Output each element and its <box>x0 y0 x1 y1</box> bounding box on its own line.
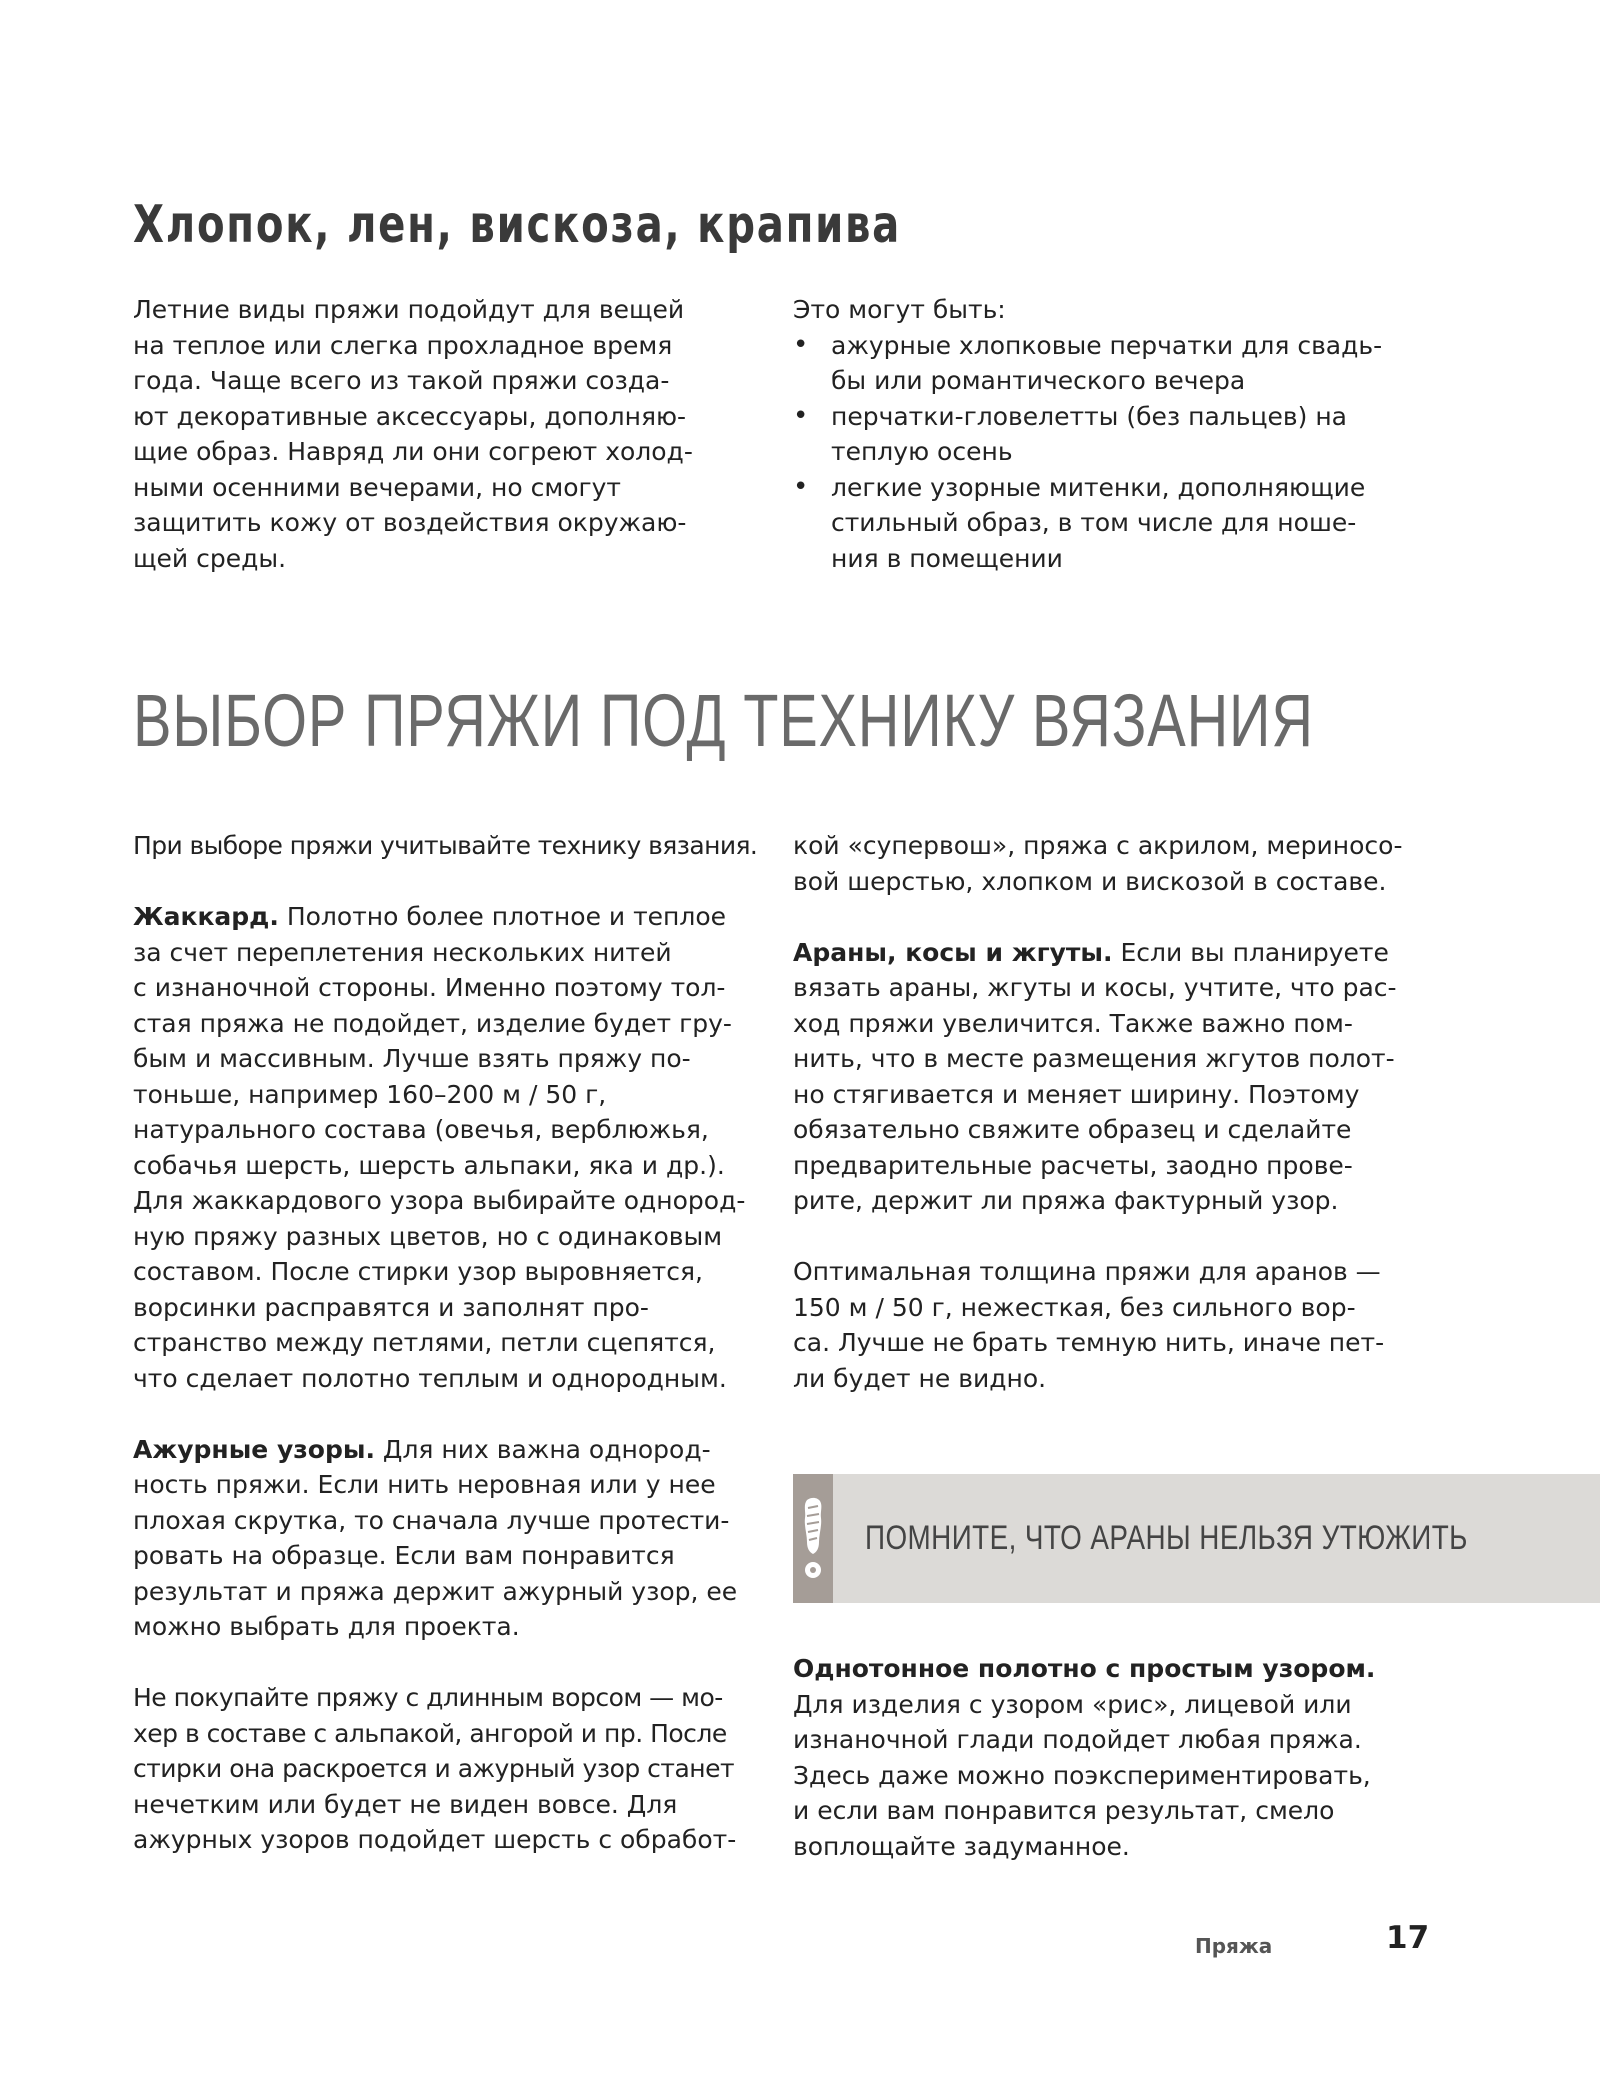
spacer <box>133 1396 763 1432</box>
text-line: защитить кожу от воздействия окружаю- <box>133 508 687 537</box>
text-fragment: Если вы планируете <box>1112 937 1389 967</box>
text-line: ворсинки расправятся и заполнят про- <box>133 1292 649 1322</box>
text-line <box>793 935 1433 971</box>
text-line: Здесь даже можно поэкспериментировать, <box>793 1760 1371 1790</box>
text-line: странство между петлями, петли сцепятся, <box>133 1328 716 1357</box>
right-column <box>793 828 1433 1396</box>
spacer <box>793 899 1433 935</box>
text-line: ными осенними вечерами, но смогут <box>133 472 621 502</box>
list-item <box>793 328 1453 399</box>
text-line: нечетким или будет не виден вовсе. Для <box>133 1789 678 1819</box>
spacer <box>793 1219 1433 1255</box>
text-line: года. Чаще всего из такой пряжи созда- <box>133 366 670 395</box>
note-icon-box <box>793 1474 833 1603</box>
text-line: Для изделия с узором «рис», лицевой или <box>793 1689 1352 1719</box>
text-line: ную пряжу разных цветов, но с одинаковым <box>133 1221 723 1251</box>
intro-right-list-block <box>793 292 1453 576</box>
list-item <box>793 470 1453 577</box>
list-item <box>793 399 1453 470</box>
note-label: ПОМНИТЕ, ЧТО АРАНЫ НЕЛЬЗЯ УТЮЖИТЬ <box>865 1519 1468 1557</box>
text-line: стая пряжа не подойдет, изделие будет гру- <box>133 1008 732 1038</box>
spacer <box>133 1645 763 1681</box>
text-line: ния в помещении <box>831 543 1063 573</box>
text-line: Летние виды пряжи подойдут для вещей <box>133 295 685 324</box>
text-line: Оптимальная толщина пряжи для аранов — <box>793 1257 1381 1286</box>
text-line: кой «супервош», пряжа с акрилом, мериносо- <box>793 831 1403 860</box>
main-heading: ВЫБОР ПРЯЖИ ПОД ТЕХНИКУ ВЯЗАНИЯ <box>133 679 1314 762</box>
text-line: можно выбрать для проекта. <box>133 1612 520 1641</box>
text-line: ровать на образце. Если вам понравится <box>133 1541 675 1570</box>
bullet-list <box>793 328 1453 577</box>
text-line: что сделает полотно теплым и однородным. <box>133 1363 727 1393</box>
text-line: • легкие узорные митенки, дополняющие <box>831 472 1366 502</box>
note-text <box>833 1474 1600 1603</box>
text-line: рите, держит ли пряжа фактурный узор. <box>793 1186 1339 1215</box>
text-line: стильный образ, в том числе для ноше- <box>831 508 1357 537</box>
text-line: Не покупайте пряжу с длинным ворсом — мо- <box>133 1683 723 1712</box>
text-line: за счет переплетения нескольких нитей <box>133 937 672 967</box>
text-line: щие образ. Навряд ли они согреют холод- <box>133 437 693 466</box>
text-line: но стягивается и меняет ширину. Поэтому <box>793 1079 1360 1109</box>
text-line: бым и массивным. Лучше взять пряжу по- <box>133 1044 691 1073</box>
text-line: нить, что в месте размещения жгутов полот- <box>793 1044 1395 1073</box>
page-number: 17 <box>1386 1920 1430 1956</box>
text-line: 150 м / 50 г, нежесткая, без сильного вор- <box>793 1292 1356 1322</box>
plain-title: Однотонное полотно с простым узором. <box>793 1654 1376 1683</box>
text-line: тоньше, например 160–200 м / 50 г, <box>133 1079 607 1109</box>
text-line: бы или романтического вечера <box>831 366 1246 395</box>
text-line: ли будет не видно. <box>793 1363 1047 1393</box>
text-line: ют декоративные аксессуары, дополняю- <box>133 401 687 431</box>
text-line: изнаночной глади подойдет любая пряжа. <box>793 1725 1362 1754</box>
text-line: и если вам понравится результат, смело <box>793 1796 1335 1825</box>
text-line: вязать араны, жгуты и косы, учтите, что рас- <box>793 973 1397 1002</box>
text-line: ход пряжи увеличится. Также важно пом- <box>793 1008 1353 1038</box>
spacer <box>133 864 763 900</box>
text-line: предварительные расчеты, заодно прове- <box>793 1150 1353 1180</box>
text-line: щей среды. <box>133 543 287 573</box>
exclamation-icon <box>793 1494 833 1584</box>
text-line: • перчатки-гловелетты (без пальцев) на <box>831 401 1347 431</box>
text-line: стирки она раскроется и ажурный узор станет <box>133 1754 735 1783</box>
text-fragment: Полотно более плотное и теплое <box>278 902 727 931</box>
openwork-title: Ажурные узоры. <box>133 1434 375 1464</box>
text-line: составом. После стирки узор выровняется, <box>133 1257 703 1286</box>
text-line: результат и пряжа держит ажурный узор, ее <box>133 1576 738 1606</box>
text-line <box>793 1651 1433 1687</box>
footer-section-label: Пряжа <box>1195 1934 1273 1958</box>
text-line: • ажурные хлопковые перчатки для свадь- <box>831 330 1383 360</box>
text-line: собачья шерсть, шерсть альпаки, яка и др.). <box>133 1150 725 1180</box>
text-line: са. Лучше не брать темную нить, иначе пет- <box>793 1328 1385 1357</box>
text-line <box>133 899 763 935</box>
text-line: теплую осень <box>831 437 1013 466</box>
text-line: вой шерстью, хлопком и вискозой в составе. <box>793 866 1387 896</box>
text-line <box>133 1432 763 1468</box>
aran-title: Араны, косы и жгуты. <box>793 937 1113 967</box>
text-line: Для жаккардового узора выбирайте однород- <box>133 1186 746 1215</box>
text-fragment: Для них важна однород- <box>374 1434 711 1464</box>
text-line: плохая скрутка, то сначала лучше протести- <box>133 1505 730 1535</box>
text-line: хер в составе с альпакой, ангорой и пр. После <box>133 1718 727 1748</box>
text-line: натурального состава (овечья, верблюжья, <box>133 1115 709 1144</box>
note-callout <box>793 1474 1600 1603</box>
plain-section <box>793 1651 1433 1864</box>
list-intro: Это могут быть: <box>793 295 1006 324</box>
text-line: с изнаночной стороны. Именно поэтому тол- <box>133 973 726 1002</box>
text-line: на теплое или слегка прохладное время <box>133 330 673 360</box>
intro-left-paragraph <box>133 292 753 576</box>
left-column <box>133 828 763 1858</box>
text-line: ажурных узоров подойдет шерсть с обработ- <box>133 1825 737 1854</box>
intro-line: При выборе пряжи учитывайте технику вязания. <box>133 831 758 860</box>
jacquard-title: Жаккард. <box>133 902 279 931</box>
text-line: ность пряжи. Если нить неровная или у нее <box>133 1470 716 1499</box>
text-line: воплощайте задуманное. <box>793 1831 1130 1861</box>
section-heading: Хлопок, лен, вискоза, крапива <box>133 195 902 255</box>
text-line: обязательно свяжите образец и сделайте <box>793 1115 1352 1144</box>
